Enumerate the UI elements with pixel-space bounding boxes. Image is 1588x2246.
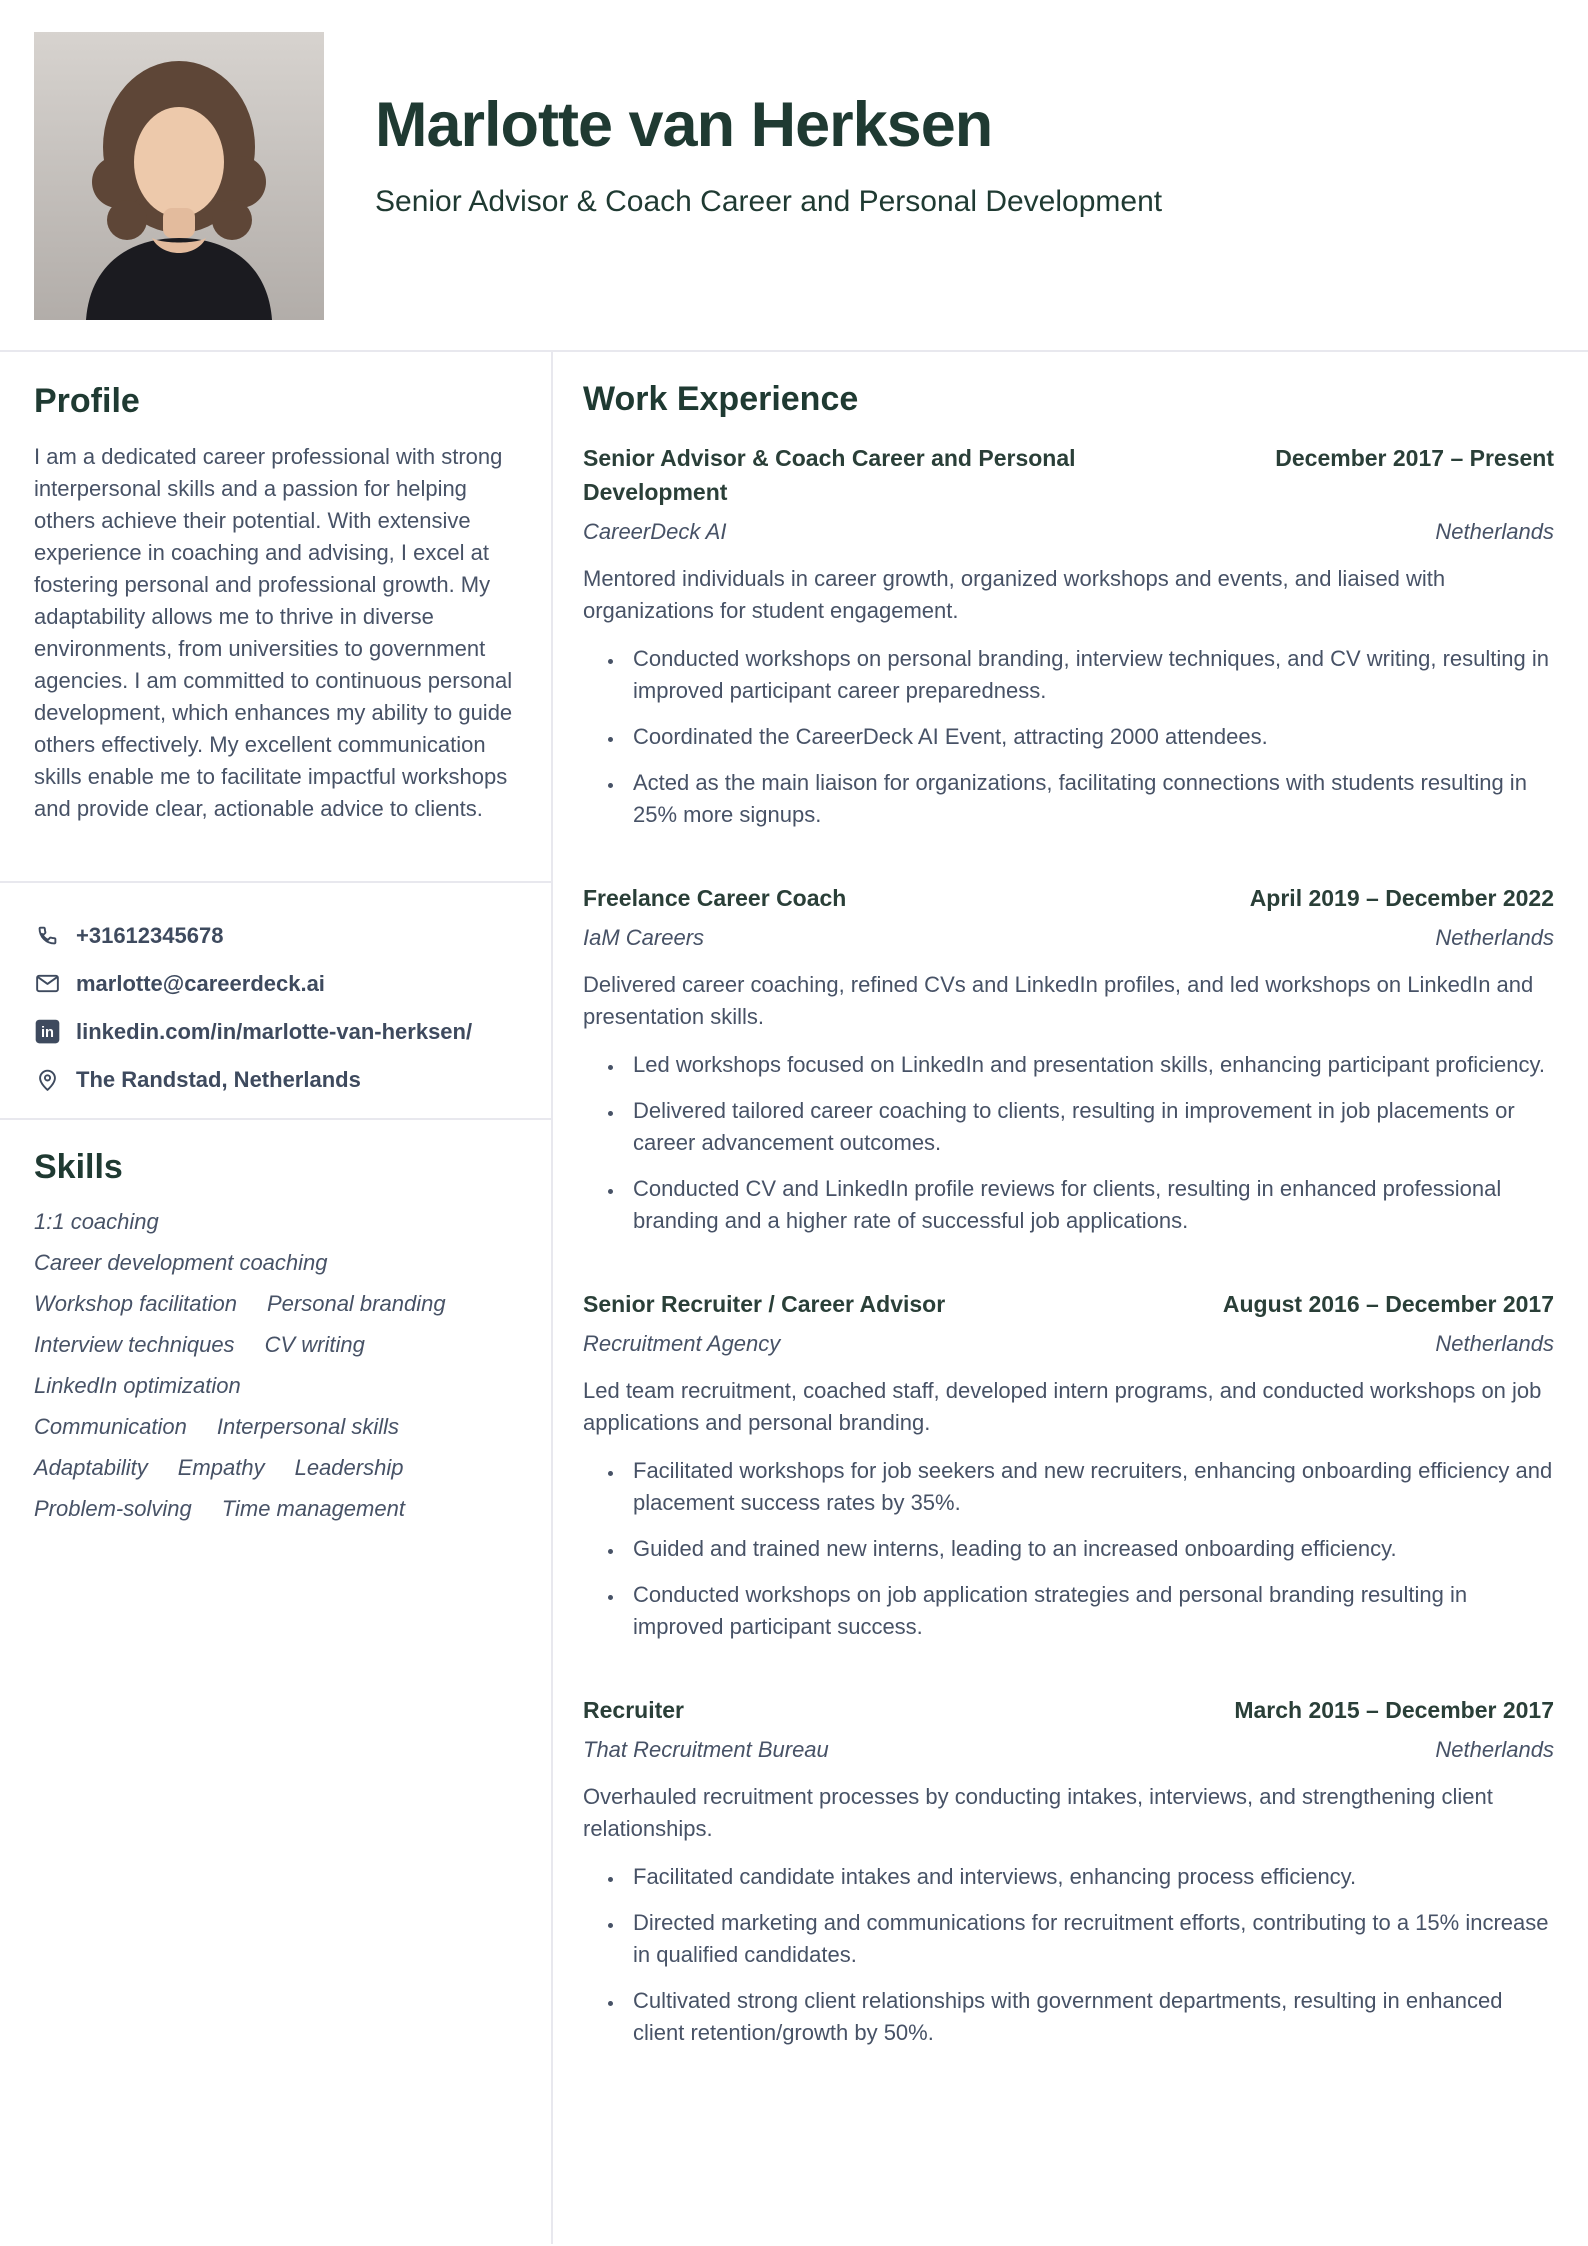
job-bullet: • Facilitated workshops for job seekers and new recruiters, enhancing onboarding efficiency and placement success rates by 35%.	[625, 1455, 1554, 1519]
job-bullet: • Conducted CV and LinkedIn profile reviews for clients, resulting in enhanced professional branding and a higher rate of successful job applications.	[625, 1173, 1554, 1237]
job-header	[583, 441, 1554, 509]
job-title: Senior Recruiter / Career Advisor	[583, 1291, 946, 1317]
contact-linkedin: linkedin.com/in/marlotte-van-herksen/	[76, 1019, 473, 1044]
job-bullet: • Conducted workshops on personal branding, interview techniques, and CV writing, resulting in improved participant career preparedness.	[625, 643, 1554, 707]
job-title: Senior Advisor & Coach Career and Personal Development	[583, 445, 1076, 505]
job-location: Netherlands	[1435, 925, 1554, 950]
contact-email: marlotte@careerdeck.ai	[76, 971, 325, 996]
linkedin-icon	[34, 1018, 61, 1045]
skill-item: Personal branding	[266, 1291, 446, 1316]
skill-item: LinkedIn optimization	[34, 1373, 241, 1398]
skill-item: Workshop facilitation	[34, 1291, 237, 1316]
contact-email-row	[34, 967, 519, 1000]
skill-item: Empathy	[177, 1455, 265, 1480]
phone-icon	[34, 922, 61, 949]
job-company: That Recruitment Bureau	[583, 1737, 829, 1762]
job-title: Freelance Career Coach	[583, 885, 847, 911]
job-location: Netherlands	[1435, 1331, 1554, 1356]
job-location: Netherlands	[1435, 1737, 1554, 1762]
skill-item: Interpersonal skills	[216, 1414, 400, 1439]
job-bullets	[583, 1861, 1554, 2049]
header-text	[375, 92, 1162, 220]
content-columns	[0, 352, 1588, 2244]
location-pin-icon	[34, 1066, 61, 1093]
work-experience-heading: Work Experience	[583, 380, 859, 418]
job-bullet: • Cultivated strong client relationships with government departments, resulting in enhanced client retention/growth by 50%.	[625, 1985, 1554, 2049]
skill-row	[34, 1492, 519, 1525]
skills-heading: Skills	[34, 1148, 123, 1186]
job-bullet: • Facilitated candidate intakes and interviews, enhancing process efficiency.	[625, 1861, 1554, 1893]
contact-phone: +31612345678	[76, 923, 224, 948]
sidebar-divider-bottom	[0, 1118, 551, 1120]
main-column	[553, 352, 1588, 2244]
job-dates: August 2016 – December 2017	[1222, 1291, 1554, 1317]
job-subheader	[583, 1735, 1554, 1765]
job-title: Recruiter	[583, 1697, 684, 1723]
skill-item: Communication	[34, 1414, 187, 1439]
job-bullet: • Coordinated the CareerDeck AI Event, attracting 2000 attendees.	[625, 721, 1554, 753]
job-bullet: • Guided and trained new interns, leading to an increased onboarding efficiency.	[625, 1533, 1554, 1565]
email-icon	[34, 970, 61, 997]
contact-section	[34, 919, 519, 1096]
person-name: Marlotte van Herksen	[375, 90, 993, 160]
job-company: Recruitment Agency	[583, 1331, 781, 1356]
job-header	[583, 1693, 1554, 1727]
jobs-list	[583, 441, 1554, 2049]
job-bullets	[583, 643, 1554, 831]
job-entry	[583, 1287, 1554, 1643]
skill-item: Time management	[221, 1496, 405, 1521]
job-summary: Led team recruitment, coached staff, developed intern programs, and conducted workshops on job applications and personal branding.	[583, 1378, 1542, 1435]
skill-item: 1:1 coaching	[34, 1209, 159, 1234]
job-dates: March 2015 – December 2017	[1234, 1697, 1554, 1723]
job-company: CareerDeck AI	[583, 519, 727, 544]
job-dates: December 2017 – Present	[1275, 445, 1554, 471]
contact-linkedin-row	[34, 1015, 519, 1048]
skill-row	[34, 1451, 519, 1484]
job-summary: Mentored individuals in career growth, organized workshops and events, and liaised with organizations for student engagement.	[583, 566, 1446, 623]
job-bullet: • Delivered tailored career coaching to clients, resulting in improvement in job placements or career advancement outcomes.	[625, 1095, 1554, 1159]
skill-row	[34, 1287, 519, 1320]
skill-row	[34, 1328, 519, 1361]
job-bullet: • Conducted workshops on job application strategies and personal branding resulting in improved participant success.	[625, 1579, 1554, 1643]
job-summary: Overhauled recruitment processes by conducting intakes, interviews, and strengthening client relationships.	[583, 1784, 1493, 1841]
job-summary: Delivered career coaching, refined CVs and LinkedIn profiles, and led workshops on LinkedIn and presentation skills.	[583, 972, 1534, 1029]
sidebar	[0, 352, 553, 2244]
job-location: Netherlands	[1435, 519, 1554, 544]
sidebar-divider-top	[0, 881, 551, 883]
contact-location: The Randstad, Netherlands	[76, 1067, 361, 1092]
person-title: Senior Advisor & Coach Career and Personal Development	[375, 185, 1163, 218]
svg-text:in: in	[41, 1024, 54, 1041]
skill-item: Problem-solving	[34, 1496, 192, 1521]
resume-header	[0, 0, 1588, 352]
skill-row	[34, 1246, 519, 1279]
job-header	[583, 881, 1554, 915]
skill-item: Interview techniques	[34, 1332, 235, 1357]
profile-photo	[34, 32, 324, 320]
job-company: IaM Careers	[583, 925, 705, 950]
profile-text: I am a dedicated career professional with strong interpersonal skills and a passion for helping others achieve their potential. With extensive experience in coaching and advising, I excel at fostering personal and professional growth. My adaptability allows me to thrive in diverse environments, from universities to government agencies. I am committed to continuous personal development, which enhances my ability to guide others effectively. My excellent communication skills enable me to facilitate impactful workshops and provide clear, actionable advice to clients.	[34, 444, 513, 821]
job-subheader	[583, 923, 1554, 953]
skill-row	[34, 1369, 519, 1402]
job-dates: April 2019 – December 2022	[1249, 885, 1554, 911]
skill-item: Leadership	[294, 1455, 404, 1480]
job-entry	[583, 1693, 1554, 2049]
skill-row	[34, 1205, 519, 1238]
job-subheader	[583, 517, 1554, 547]
job-entry	[583, 441, 1554, 831]
contact-location-row	[34, 1063, 519, 1096]
skill-row	[34, 1410, 519, 1443]
job-bullet: • Acted as the main liaison for organizations, facilitating connections with students resulting in 25% more signups.	[625, 767, 1554, 831]
skill-item: Adaptability	[34, 1455, 148, 1480]
job-bullets	[583, 1049, 1554, 1237]
profile-heading: Profile	[34, 382, 140, 420]
skill-item: Career development coaching	[34, 1250, 328, 1275]
contact-phone-row	[34, 919, 519, 952]
job-bullets	[583, 1455, 1554, 1643]
job-entry	[583, 881, 1554, 1237]
job-subheader	[583, 1329, 1554, 1359]
job-bullet: • Directed marketing and communications for recruitment efforts, contributing to a 15% increase in qualified candidates.	[625, 1907, 1554, 1971]
skills-list	[34, 1205, 519, 1525]
job-header	[583, 1287, 1554, 1321]
job-bullet: • Led workshops focused on LinkedIn and presentation skills, enhancing participant proficiency.	[625, 1049, 1554, 1081]
skill-item: CV writing	[264, 1332, 365, 1357]
